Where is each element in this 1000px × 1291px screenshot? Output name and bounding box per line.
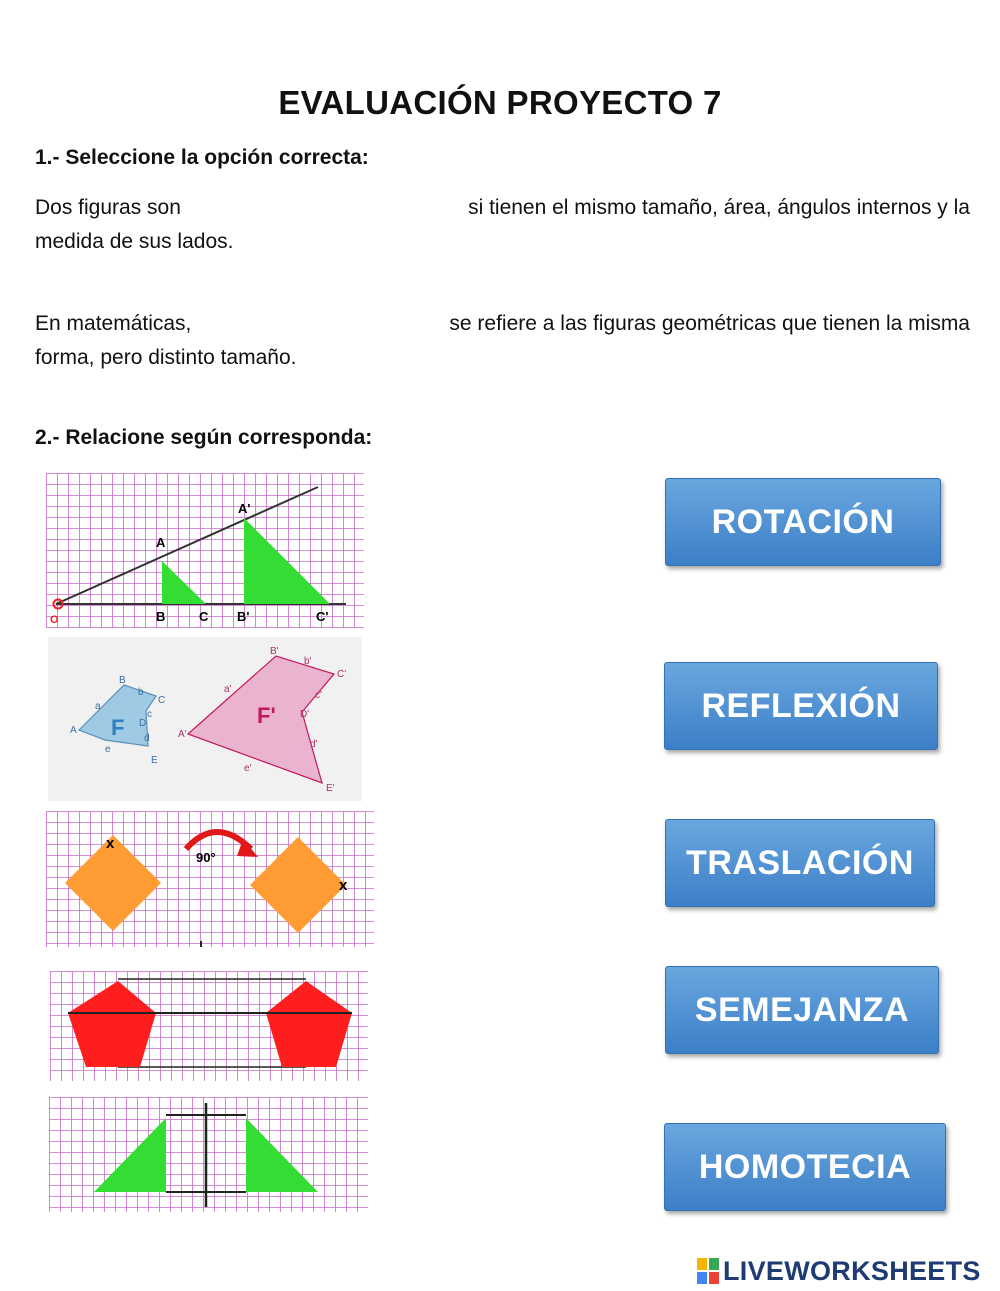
figure-similarity (48, 637, 362, 801)
figure-translation (50, 971, 368, 1081)
liveworksheets-mark-icon (697, 1258, 719, 1284)
label-b-prime: B' (237, 609, 250, 624)
p-label-a-side: a (95, 701, 101, 712)
p-label-f-prime: F' (257, 703, 276, 728)
question-1-sentence-2 (35, 307, 970, 375)
p-label-c: C (158, 695, 166, 706)
p-label-e-prime-side: e' (244, 763, 252, 774)
p-label-e: E (151, 755, 158, 766)
option-traslacion-button[interactable]: TRASLACIÓN (665, 819, 935, 907)
p-label-b-side: b (138, 687, 144, 698)
p-label-e-side: e (105, 744, 111, 755)
label-c-prime: C' (316, 609, 329, 624)
p-label-c-prime-side: c' (315, 690, 322, 701)
mark-x-rotated: x (339, 877, 348, 894)
label-b: B (156, 609, 166, 624)
figure-reflection (49, 1097, 368, 1212)
blank-dropdown-2[interactable] (191, 307, 366, 341)
option-homotecia-button[interactable]: HOMOTECIA (664, 1123, 946, 1211)
figure-homothety (46, 473, 364, 628)
sentence-2-line-2: forma, pero distinto tamaño. (35, 346, 297, 369)
p-label-e-prime: E' (326, 783, 335, 794)
label-o: O (50, 614, 59, 626)
question-1-sentence-1 (35, 191, 970, 259)
label-a-prime: A' (238, 501, 251, 516)
question-1-heading: 1.- Seleccione la opción correcta: (35, 146, 369, 169)
p-label-d-side: d (144, 733, 150, 744)
question-2-heading: 2.- Relacione según corresponda: (35, 426, 373, 449)
figure-rotation (46, 811, 374, 947)
sentence-2-start: En matemáticas, (35, 312, 192, 335)
sentence-1-start: Dos figuras son (35, 196, 181, 219)
p-label-c-side: c (147, 709, 152, 720)
p-label-b-prime: B' (270, 646, 279, 657)
blank-dropdown-1[interactable] (181, 191, 376, 225)
label-a: A (156, 535, 166, 550)
page-title: EVALUACIÓN PROYECTO 7 (278, 84, 722, 121)
option-rotacion-button[interactable]: ROTACIÓN (665, 478, 941, 566)
p-label-a-prime-side: a' (224, 684, 232, 695)
sentence-2-end: se refiere a las figuras geométricas que tienen la misma (449, 312, 970, 335)
p-label-d: D (139, 718, 147, 729)
p-label-b-prime-side: b' (304, 656, 312, 667)
p-label-d-prime: D' (300, 709, 310, 720)
p-label-d-prime-side: d' (310, 739, 318, 750)
mark-x-original: x (106, 835, 115, 852)
p-label-f: F (111, 715, 125, 740)
p-label-c-prime: C' (337, 669, 347, 680)
option-semejanza-button[interactable]: SEMEJANZA (665, 966, 939, 1054)
sentence-1-line-2: medida de sus lados. (35, 230, 234, 253)
label-c: C (199, 609, 209, 624)
liveworksheets-logo[interactable] (697, 1254, 981, 1288)
p-label-a: A (70, 725, 77, 736)
p-label-a-prime: A' (178, 729, 187, 740)
sentence-1-end: si tienen el mismo tamaño, área, ángulos internos y la (468, 196, 970, 219)
angle-label: 90° (196, 850, 216, 865)
option-reflexion-button[interactable]: REFLEXIÓN (664, 662, 938, 750)
p-label-b: B (119, 675, 126, 686)
logo-text: LIVEWORKSHEETS (723, 1255, 981, 1286)
